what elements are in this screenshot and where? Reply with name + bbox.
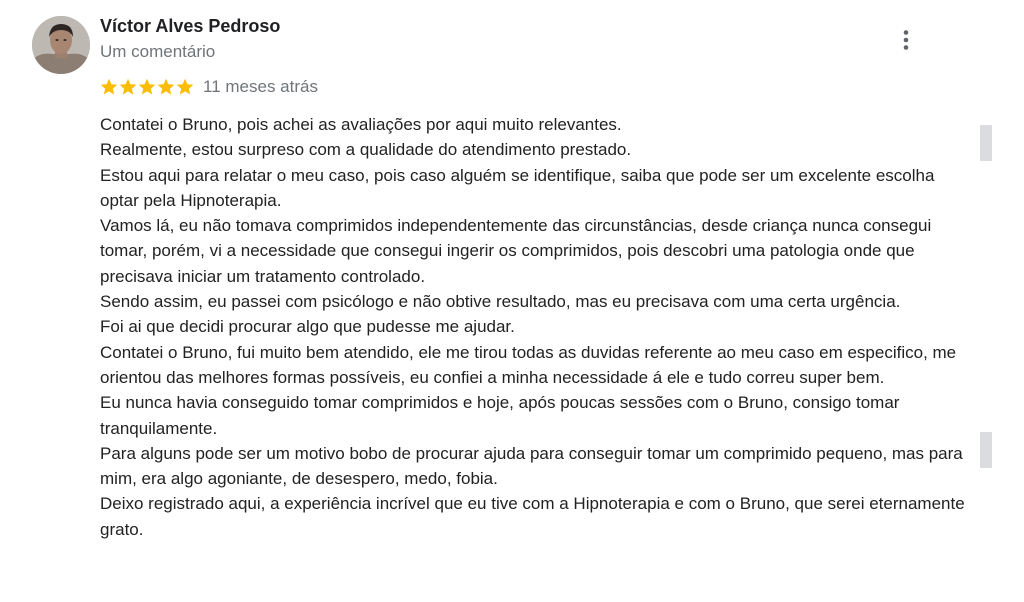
reviewer-name[interactable]: Víctor Alves Pedroso [100, 16, 281, 36]
avatar[interactable] [32, 16, 90, 74]
scroll-indicator-top[interactable] [980, 125, 992, 161]
star-icon [176, 78, 194, 96]
review-paragraph: Deixo registrado aqui, a experiência incrível que eu tive com a Hipnoterapia e com o Bruno, que serei eternamente grato. [100, 494, 965, 539]
rating-row [100, 76, 318, 98]
review-paragraph: Estou aqui para relatar o meu caso, pois caso alguém se identifique, saiba que pode ser um excelente escolha optar pela Hipnoterapia. [100, 165, 935, 210]
more-options-button[interactable] [892, 26, 920, 54]
review-date: 11 meses atrás [203, 77, 318, 96]
star-icon [119, 78, 137, 96]
more-vert-icon [902, 29, 910, 51]
review-paragraph: Contatei o Bruno, pois achei as avaliações por aqui muito relevantes. [100, 115, 622, 134]
review-paragraph: Vamos lá, eu não tomava comprimidos independentemente das circunstâncias, desde criança nunca consegui tomar, porém, vi a necessidade que consegui ingerir os comprimidos, pois descobri uma patologia onde que precisava iniciar um tratamento controlado. [100, 216, 932, 286]
scroll-indicator-bottom[interactable] [980, 432, 992, 468]
review-paragraph: Contatei o Bruno, fui muito bem atendido, ele me tirou todas as duvidas referente ao meu caso em especifico, me orientou das melhores formas possíveis, eu confiei a minha necessidade á ele e tudo correu super bem. [100, 342, 957, 387]
star-icon [100, 78, 118, 96]
review-text [100, 112, 970, 542]
avatar-photo [32, 16, 90, 74]
star-icon [157, 78, 175, 96]
review-paragraph: Sendo assim, eu passei com psicólogo e não obtive resultado, mas eu precisava com uma certa urgência. [100, 292, 901, 312]
review-paragraph: Para alguns pode ser um motivo bobo de procurar ajuda para conseguir tomar um comprimido pequeno, mas para mim, era algo agoniante, de desespero, medo, fobia. [100, 443, 963, 489]
review-paragraph: Foi ai que decidi procurar algo que pudesse me ajudar. [100, 317, 515, 337]
star-icon [138, 78, 156, 96]
star-rating [100, 78, 195, 96]
review-paragraph: Eu nunca havia conseguido tomar comprimidos e hoje, após poucas sessões com o Bruno, consigo tomar tranquilamente. [100, 393, 900, 438]
review-paragraph: Realmente, estou surpreso com a qualidade do atendimento prestado. [100, 140, 632, 160]
review-count: Um comentário [100, 42, 216, 61]
